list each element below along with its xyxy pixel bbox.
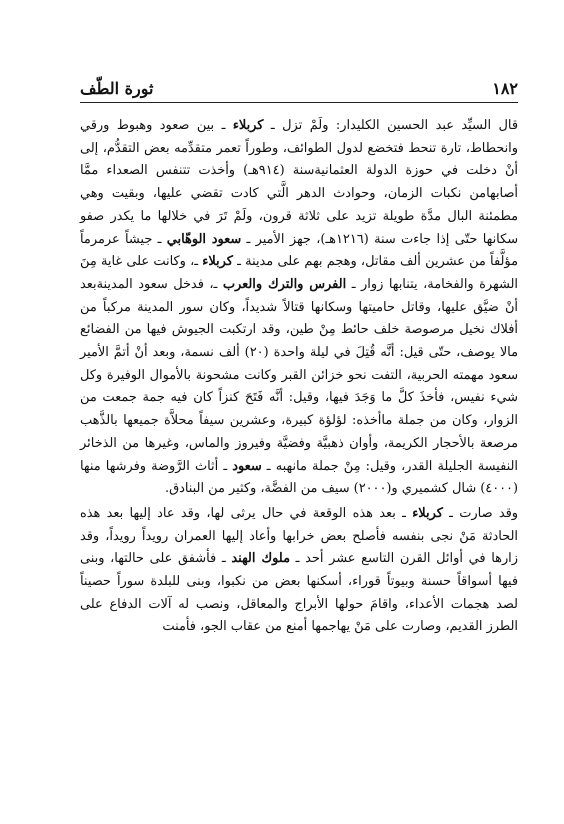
page-number: ١٨٢	[492, 79, 518, 98]
bold-term: الفرس والترك والعرب	[222, 276, 347, 292]
text-run: وقد صارت ـ	[442, 505, 518, 521]
bold-term: سعود	[232, 458, 262, 474]
bold-term: كربلاء	[412, 505, 443, 521]
header-rule	[80, 102, 518, 103]
text-run: ـ، وكانت على غاية مِنَ الشهرة والفخامة، يتنابها زوار ـ	[80, 254, 518, 292]
text-run: ـ بين صعود وهبوط ورقي وانحطاط، تارة تنحط فتخضع لدول الطوائف، وطوراً تعمر متقدِّمه بعض التقدُّم، إلى أنْ دخلت في حوزة الدولة العثمانيةسنة (٩١٤هـ) وأخذت تتنفس الصعداء ممَّا أصابهامن نكبات الزمان، وحوادث الدهر الَّتي كادت تقضي عليها، وبقيت وهي مطمئنة البال مدَّة طويلة تزيد على ثلاثة قرون، ولَمْ تَرَ في خلالها ما يكدر صفو سكانها حتّى إذا جاءت سنة (١٢١٦هـ)، جهز الأمير ـ	[80, 118, 519, 247]
bold-term: كربلاء	[232, 118, 264, 133]
paragraph	[80, 503, 518, 639]
text-run: ـ، فدخل سعود المدينةبعد أنْ ضيَّق عليها، وقاتل حاميتها وسكانها قتالاً شديداً، وكان سور المدينة مركباً من أفلاك نخيل مرصوصة خلف حائط مِنْ طين، وقد ارتكبت الجيوش فيها من الفضائع مالا يوصف، حتّى قيل: أنَّه قُتِلَ في ليلة واحدة (٢٠) ألف نسمة، وبعد أنْ أتمَّ الأمير سعود مهمته الحربية، التفت نحو خزائن القبر وكانت مشحونة بالأموال الوفيرة وكل شيء نفيس، فأخذَ كلَّ ما وَجَدَ فيها، وقيل: أنَّه فَتَحَ كنزاً كان فيه جمة جمعت من الزوار، وكان من جملة ماأخذه: لؤلؤة كبيرة، وعشرين سيفاً محلاَّة جميعها بالذَّهب مرصعة بالأحجار الكريمة، وأوان ذهبيَّة وفضيَّة وفيروز والماس، وغيرها من الذخائر النفيسة الجليلة القدر، وقيل: مِنْ جملة مانهبه ـ	[80, 276, 519, 474]
running-header	[80, 66, 518, 98]
bold-term: سعود الوهّابي	[166, 231, 242, 247]
text-run: ـ فأشفق على حالتها، وبنى فيها أسواقاً حسنة وبيوتاً قوراء، أسكنها بعض من نكبوا، وبنى للبلدة سوراً حصيناً لصد هجمات الأعداء، واقامَ حولها الأبراج والمعاقل، ونصب له آلات الدفاع على الطرز القديم، وصارت على مَنْ يهاجمها أمنع من عقاب الجو، فأمنت	[80, 551, 518, 635]
text-run: قال السيِّد عبد الحسين الكليدار: ولَمْ تزل ـ	[263, 118, 518, 133]
text-run: ـ جيشاً عرمرماً مؤلَّفاً من عشرين ألف مقاتل، وهجم بهم على مدينة ـ	[80, 231, 518, 270]
bold-term: كربلاء	[202, 254, 233, 270]
paragraph	[80, 115, 518, 501]
text-run: ـ بعد هذه الوقعة في حال يرثى لها، وقد عاد إليها بعد هذه الحادثة مَنْ نجى بنفسه فأصلح بعض خرابها وأعاد إليها العمران رويداً رويداً، وقد زارها في أوائل القرن التاسع عشر أحد ـ	[80, 505, 518, 567]
bold-term: ملوك الهند	[231, 551, 290, 567]
body-text	[80, 115, 518, 639]
text-run: ـ أثاث الرَّوضة وفرشها منها (٤٠٠٠) شال كشميري و(٢٠٠٠) سيف من الفضَّة، وكثير من البنادق.	[80, 458, 518, 497]
book-title: ثورة الطّف	[80, 79, 154, 98]
book-page	[80, 66, 518, 806]
